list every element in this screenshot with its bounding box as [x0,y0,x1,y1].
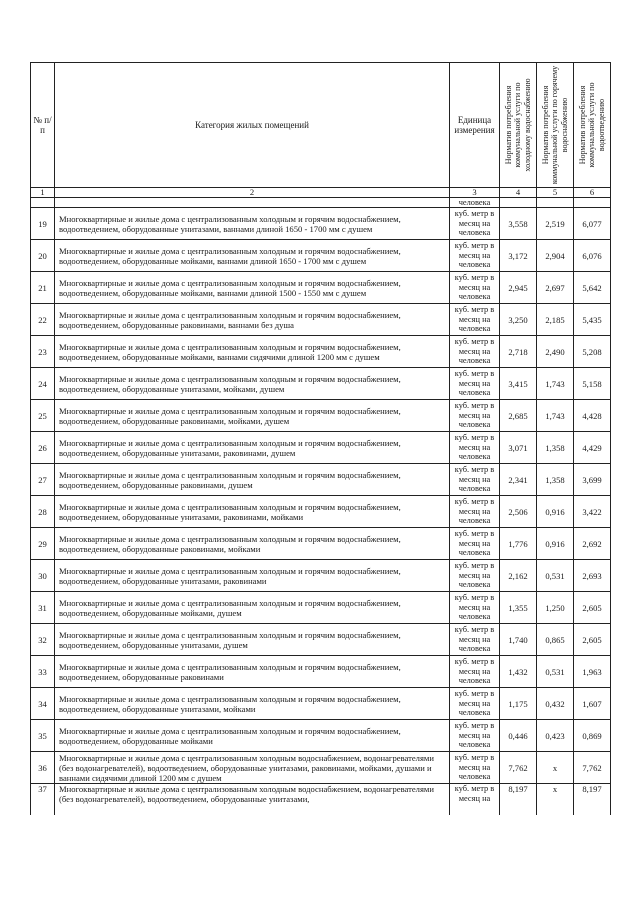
table-row [31,624,611,656]
row-hot-water-norm: 1,358 [537,464,574,496]
row-number: 26 [31,432,55,464]
row-category: Многоквартирные и жилые дома с централизованным холодным и горячим водоснабжением, водоотведением, оборудованные раковинами, мойками [55,528,450,560]
row-unit: куб. метр в месяц на человека [450,432,500,464]
row-cold-water-norm: 1,776 [500,528,537,560]
row-unit: куб. метр в месяц на человека [450,560,500,592]
row-category: Многоквартирные и жилые дома с централизованным холодным и горячим водоснабжением, водоотведением, оборудованные унитазами, раковинами, мойками [55,496,450,528]
row-unit: куб. метр в месяц на человека [450,592,500,624]
row-unit: куб. метр в месяц на человека [450,624,500,656]
row-number: 19 [31,208,55,240]
row-cold-water-norm: 2,506 [500,496,537,528]
row-drainage-norm: 2,692 [574,528,611,560]
row-number: 23 [31,336,55,368]
row-drainage-norm: 5,642 [574,272,611,304]
row-number: 22 [31,304,55,336]
row-number: 32 [31,624,55,656]
continuation-unit: человека [450,198,500,208]
row-number: 21 [31,272,55,304]
row-number: 25 [31,400,55,432]
row-hot-water-norm: 0,916 [537,528,574,560]
row-number: 20 [31,240,55,272]
row-drainage-norm: 1,607 [574,688,611,720]
row-drainage-norm: 6,077 [574,208,611,240]
row-drainage-norm: 7,762 [574,752,611,784]
table-row [31,752,611,784]
row-hot-water-norm: 2,185 [537,304,574,336]
header-drainage [574,63,611,188]
row-drainage-norm: 4,429 [574,432,611,464]
header-hot-water [537,63,574,188]
row-hot-water-norm: 1,358 [537,432,574,464]
row-hot-water-norm: 0,916 [537,496,574,528]
row-drainage-norm: 3,699 [574,464,611,496]
row-category: Многоквартирные и жилые дома с централизованным холодным и горячим водоснабжением, водоотведением, оборудованные раковинами, ваннами без душа [55,304,450,336]
row-unit: куб. метр в месяц на человека [450,720,500,752]
row-drainage-norm: 1,963 [574,656,611,688]
row-drainage-norm: 2,605 [574,624,611,656]
row-unit: куб. метр в месяц на человека [450,688,500,720]
table-row [31,592,611,624]
row-cold-water-norm: 3,250 [500,304,537,336]
continuation-row [31,198,611,208]
row-unit: куб. метр в месяц на человека [450,336,500,368]
row-unit: куб. метр в месяц на человека [450,528,500,560]
row-hot-water-norm: 0,531 [537,560,574,592]
row-hot-water-norm: 2,490 [537,336,574,368]
row-hot-water-norm: 1,743 [537,400,574,432]
row-cold-water-norm: 2,162 [500,560,537,592]
table-row [31,528,611,560]
table-header-row [31,63,611,188]
row-number: 37 [31,784,55,816]
row-hot-water-norm: 1,743 [537,368,574,400]
row-cold-water-norm: 3,415 [500,368,537,400]
row-hot-water-norm: 0,423 [537,720,574,752]
header-hot-water-text: Норматив потребления коммунальной услуги по горячему водоснабжению [540,65,569,185]
document-page [30,62,610,815]
header-unit: Единица измерения [450,63,500,188]
row-cold-water-norm: 1,432 [500,656,537,688]
row-hot-water-norm: 1,250 [537,592,574,624]
row-hot-water-norm: 2,697 [537,272,574,304]
row-cold-water-norm: 8,197 [500,784,537,816]
table-row [31,432,611,464]
row-unit: куб. метр в месяц на человека [450,272,500,304]
row-cold-water-norm: 2,685 [500,400,537,432]
row-category: Многоквартирные и жилые дома с централизованным холодным и горячим водоснабжением, водоотведением, оборудованные унитазами, мойками, душем [55,368,450,400]
row-cold-water-norm: 2,341 [500,464,537,496]
row-category: Многоквартирные и жилые дома с централизованным холодным водоснабжением, водонагревателями (без водонагревателей), водоотведением, оборудованные унитазами, [55,784,450,816]
table-row [31,272,611,304]
row-hot-water-norm: 0,432 [537,688,574,720]
row-number: 29 [31,528,55,560]
row-cold-water-norm: 3,558 [500,208,537,240]
row-cold-water-norm: 3,172 [500,240,537,272]
table-body [31,198,611,816]
row-cold-water-norm: 0,446 [500,720,537,752]
row-drainage-norm: 5,435 [574,304,611,336]
table-row [31,560,611,592]
column-index: 1 [31,188,55,198]
row-number: 28 [31,496,55,528]
row-drainage-norm: 0,869 [574,720,611,752]
column-index: 2 [55,188,450,198]
row-category: Многоквартирные и жилые дома с централизованным холодным и горячим водоснабжением, водоотведением, оборудованные мойками, ваннами длиной 1500 - 1550 мм с душем [55,272,450,304]
column-index: 6 [574,188,611,198]
norms-table [30,62,611,815]
row-drainage-norm: 2,693 [574,560,611,592]
row-category: Многоквартирные и жилые дома с централизованным холодным и горячим водоснабжением, водоотведением, оборудованные мойками, душем [55,592,450,624]
row-unit: куб. метр в месяц на человека [450,304,500,336]
row-number: 33 [31,656,55,688]
row-hot-water-norm: х [537,784,574,816]
row-unit: куб. метр в месяц на [450,784,500,816]
row-drainage-norm: 3,422 [574,496,611,528]
row-category: Многоквартирные и жилые дома с централизованным холодным и горячим водоснабжением, водоотведением, оборудованные раковинами, мойками, душем [55,400,450,432]
row-category: Многоквартирные и жилые дома с централизованным холодным и горячим водоснабжением, водоотведением, оборудованные унитазами, раковинами, душем [55,432,450,464]
row-cold-water-norm: 3,071 [500,432,537,464]
row-unit: куб. метр в месяц на человека [450,656,500,688]
row-drainage-norm: 5,158 [574,368,611,400]
row-category: Многоквартирные и жилые дома с централизованным холодным и горячим водоснабжением, водоотведением, оборудованные унитазами, мойками [55,688,450,720]
header-num: № п/п [31,63,55,188]
row-number: 30 [31,560,55,592]
row-hot-water-norm: 0,531 [537,656,574,688]
row-number: 35 [31,720,55,752]
row-cold-water-norm: 2,718 [500,336,537,368]
row-category: Многоквартирные и жилые дома с централизованным холодным и горячим водоснабжением, водоотведением, оборудованные унитазами, раковинами [55,560,450,592]
row-cold-water-norm: 1,740 [500,624,537,656]
row-category: Многоквартирные и жилые дома с централизованным холодным и горячим водоснабжением, водоотведением, оборудованные мойками, ваннами длиной 1650 - 1700 мм с душем [55,240,450,272]
row-category: Многоквартирные и жилые дома с централизованным холодным и горячим водоснабжением, водоотведением, оборудованные раковинами [55,656,450,688]
row-hot-water-norm: 2,519 [537,208,574,240]
row-hot-water-norm: 2,904 [537,240,574,272]
table-row [31,688,611,720]
row-cold-water-norm: 7,762 [500,752,537,784]
row-drainage-norm: 5,208 [574,336,611,368]
row-drainage-norm: 8,197 [574,784,611,816]
row-unit: куб. метр в месяц на человека [450,400,500,432]
table-row [31,400,611,432]
row-unit: куб. метр в месяц на человека [450,496,500,528]
table-row [31,656,611,688]
column-index: 3 [450,188,500,198]
header-category: Категория жилых помещений [55,63,450,188]
table-row [31,208,611,240]
table-row [31,496,611,528]
row-category: Многоквартирные и жилые дома с централизованным холодным водоснабжением, водонагревателями (без водонагревателей), водоотведением, оборудованные унитазами, раковинами, мойками, душами и ваннами сидячими длиной 1200 мм с душем [55,752,450,784]
row-drainage-norm: 6,076 [574,240,611,272]
row-unit: куб. метр в месяц на человека [450,208,500,240]
row-number: 24 [31,368,55,400]
row-number: 36 [31,752,55,784]
table-row [31,304,611,336]
row-drainage-norm: 4,428 [574,400,611,432]
row-category: Многоквартирные и жилые дома с централизованным холодным и горячим водоснабжением, водоотведением, оборудованные мойками, ваннами сидячими длиной 1200 мм с душем [55,336,450,368]
row-cold-water-norm: 1,355 [500,592,537,624]
row-number: 34 [31,688,55,720]
row-category: Многоквартирные и жилые дома с централизованным холодным и горячим водоснабжением, водоотведением, оборудованные раковинами, душем [55,464,450,496]
row-number: 27 [31,464,55,496]
row-number: 31 [31,592,55,624]
row-category: Многоквартирные и жилые дома с централизованным холодным и горячим водоснабжением, водоотведением, оборудованные унитазами, ваннами длиной 1650 - 1700 мм с душем [55,208,450,240]
header-drainage-text: Норматив потребления коммунальной услуги по водоотведению [577,82,606,168]
row-unit: куб. метр в месяц на человека [450,752,500,784]
row-hot-water-norm: х [537,752,574,784]
row-category: Многоквартирные и жилые дома с централизованным холодным и горячим водоснабжением, водоотведением, оборудованные унитазами, душем [55,624,450,656]
row-cold-water-norm: 1,175 [500,688,537,720]
table-row [31,464,611,496]
table-row [31,368,611,400]
row-drainage-norm: 2,605 [574,592,611,624]
header-cold-water-text: Норматив потребления коммунальной услуги по холодному водоснабжению [503,78,532,172]
row-unit: куб. метр в месяц на человека [450,464,500,496]
table-row [31,336,611,368]
column-index-row [31,188,611,198]
column-index: 4 [500,188,537,198]
table-row [31,784,611,816]
row-cold-water-norm: 2,945 [500,272,537,304]
row-hot-water-norm: 0,865 [537,624,574,656]
header-cold-water [500,63,537,188]
row-category: Многоквартирные и жилые дома с централизованным холодным и горячим водоснабжением, водоотведением, оборудованные мойками [55,720,450,752]
table-row [31,720,611,752]
row-unit: куб. метр в месяц на человека [450,368,500,400]
row-unit: куб. метр в месяц на человека [450,240,500,272]
table-row [31,240,611,272]
column-index: 5 [537,188,574,198]
